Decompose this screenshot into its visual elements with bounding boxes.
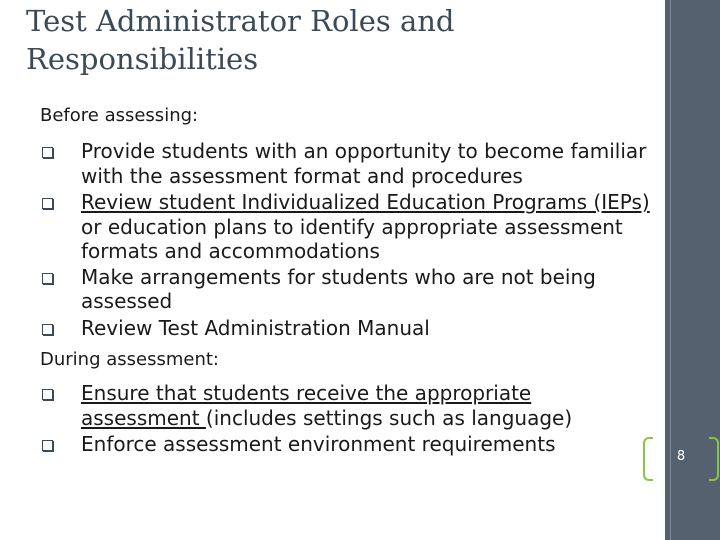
section-heading-before: Before assessing:: [40, 105, 199, 126]
before-list: [40, 139, 650, 340]
checkbox-bullet-icon: [42, 273, 53, 284]
list-item: [40, 432, 650, 457]
list-item-underlined-text: Ensure that students receive the appropriate assessment: [81, 381, 532, 430]
list-item-underlined-text: Review student Individualized Education Programs (IEPs): [81, 190, 650, 214]
list-item: [40, 381, 650, 430]
checkbox-bullet-icon: [42, 440, 53, 451]
list-item-text: Make arrangements for students who are not being assessed: [81, 264, 596, 313]
during-list: [40, 381, 650, 457]
checkbox-bullet-icon: [42, 147, 53, 158]
section-heading-during: During assessment:: [40, 349, 219, 370]
list-item: [40, 139, 650, 188]
list-item: [40, 190, 650, 264]
checkbox-bullet-icon: [42, 389, 53, 400]
checkbox-bullet-icon: [42, 324, 53, 335]
slide-content: [40, 104, 650, 457]
list-item-text: Provide students with an opportunity to become familiar with the assessment format and procedures: [81, 139, 647, 188]
list-item-text: (includes settings such as language): [205, 405, 573, 430]
page-number-badge: [642, 437, 720, 481]
list-item-text: or education plans to identify appropriate assessment formats and accommodations: [81, 214, 623, 263]
slide-title: Test Administrator Roles and Responsibilities: [26, 4, 455, 76]
list-item: [40, 316, 650, 341]
checkbox-bullet-icon: [42, 198, 53, 209]
list-item-text: Review Test Administration Manual: [81, 315, 430, 340]
list-item: [40, 265, 650, 314]
list-item-text: Enforce assessment environment requirements: [81, 432, 556, 456]
page-number: 8: [676, 449, 686, 464]
